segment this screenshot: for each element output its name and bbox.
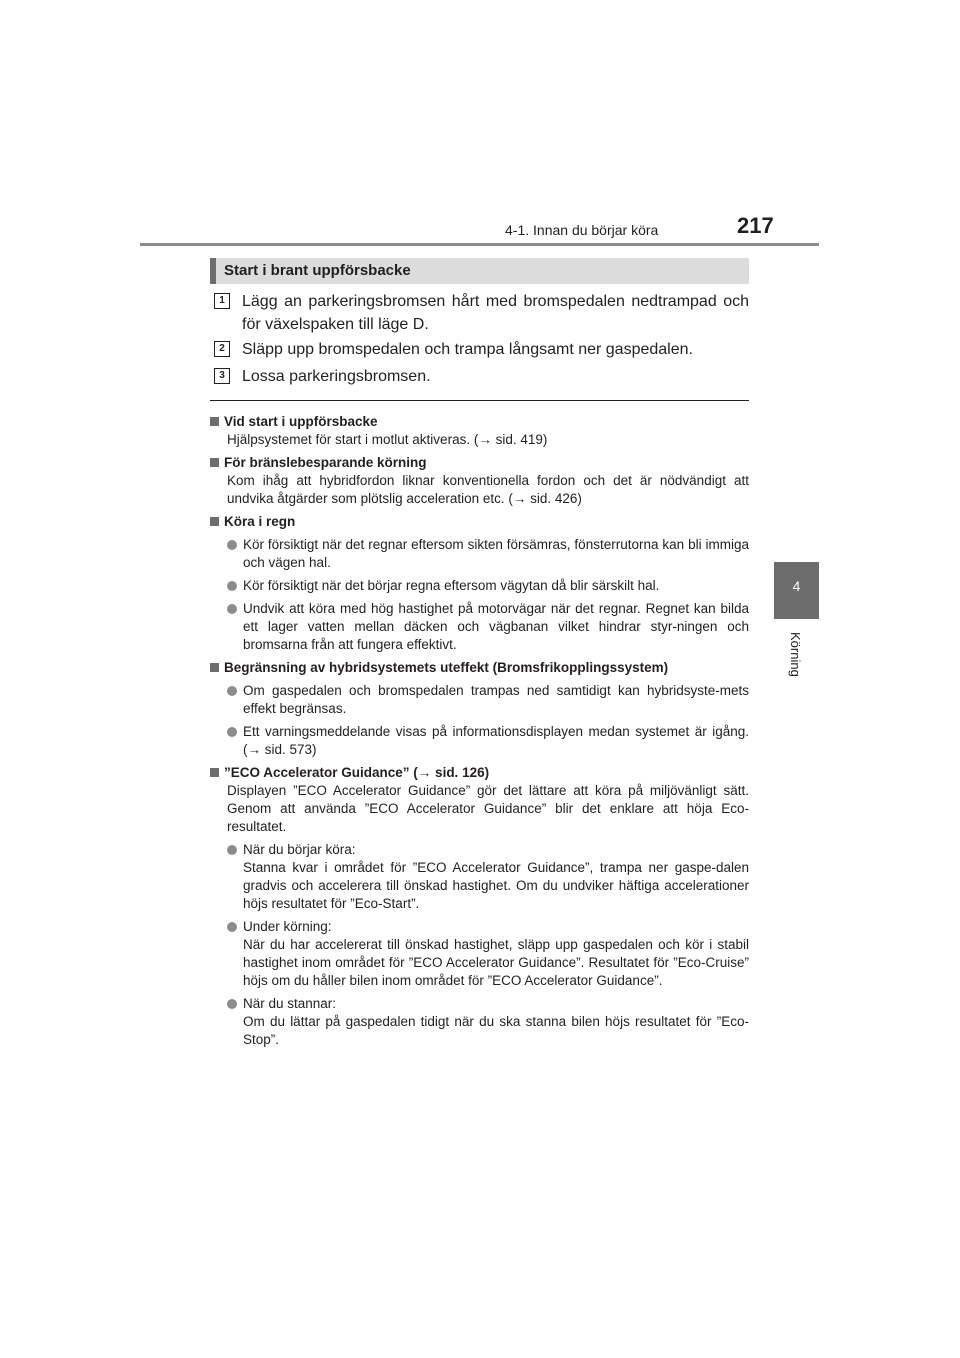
bullet-dot-icon [227,922,237,932]
bullet-item [227,682,749,718]
bullet-dot-icon [227,604,237,614]
chapter-tab-label: Körning [788,632,803,677]
note-heading [210,454,749,472]
note-text: Displayen ”ECO Accelerator Guidance” gör det lättare att köra på miljövänligt sätt. Genom att använda ”ECO Accelerator Guidance” blir det enklare att höja Eco-resultatet. [227,783,749,834]
step-number-3: 3 [214,368,230,384]
step-text-3: Lossa parkeringsbromsen. [242,368,431,385]
bullet-lead: När du stannar: [243,996,337,1011]
page-number: 217 [737,213,774,238]
bullet-dot-icon [227,999,237,1009]
step-number-2: 2 [214,341,230,357]
step-2 [214,338,749,361]
step-number-1: 1 [214,293,230,309]
bullet-text: Kör försiktigt när det regnar eftersom sikten försämras, fönsterrutorna kan bli immiga och vägen hal. [243,537,749,570]
note-heading [210,513,749,531]
note-heading-text: Köra i regn [224,514,296,529]
bullet-text: Ett varningsmeddelande visas på informationsdisplayen medan systemet är igång. (→ sid. 573) [243,724,749,757]
bullet-item [227,995,749,1049]
bullet-item [227,841,749,913]
note-heading [210,764,749,782]
bullet-dot-icon [227,540,237,550]
step-3 [214,365,749,388]
note-heading-text: Begränsning av hybridsystemets uteffekt (Bromsfrikopplingssystem) [224,660,669,675]
bullet-text: Stanna kvar i området för ”ECO Accelerator Guidance”, trampa ner gaspe-dalen gradvis och accelerera till önskad hastighet. Om du undviker häftiga accelerationer höjs resultatet för ”Eco-Start”. [243,860,749,911]
note-heading [210,413,749,431]
bullet-item [227,600,749,654]
bullet-lead: Under körning: [243,919,332,934]
bullet-text: Om du lättar på gaspedalen tidigt när du ska stanna bilen höjs resultatet för ”Eco-Stop”. [243,1014,749,1047]
bullet-dot-icon [227,581,237,591]
section-heading-bar [210,258,749,284]
square-bullet-icon [210,663,219,672]
note-heading-text: ”ECO Accelerator Guidance” (→ sid. 126) [224,765,490,780]
note-text: Kom ihåg att hybridfordon liknar konventionella fordon och det är nödvändigt att undvika åtgärder som plötslig acceleration etc. (→ sid. 426) [227,473,749,506]
bullet-item [227,723,749,759]
bullet-dot-icon [227,686,237,696]
divider [210,400,749,401]
bullet-item [227,536,749,572]
bullet-text: Kör försiktigt när det börjar regna eftersom vägytan då blir särskilt hal. [243,578,660,593]
square-bullet-icon [210,417,219,426]
square-bullet-icon [210,458,219,467]
step-text-1: Lägg an parkeringsbromsen hårt med bromspedalen nedtrampad och för växelspaken till läge D. [242,293,749,333]
bullet-lead: När du börjar köra: [243,842,356,857]
note-heading-text: Vid start i uppförsbacke [224,414,378,429]
step-1 [214,290,749,336]
note-heading [210,659,749,677]
section-title: 4-1. Innan du börjar köra [505,222,659,238]
header-rule [140,243,819,246]
bullet-text: Undvik att köra med hög hastighet på motorvägar när det regnar. Regnet kan bilda ett lager vatten mellan däcken och vägbanan vilket hindrar styr-ningen och bromsarna från att fungera effektivt. [243,601,749,652]
bullet-dot-icon [227,727,237,737]
note-heading-text: För bränslebesparande körning [224,455,427,470]
heading-accent [210,258,216,284]
bullet-text: När du har accelererat till önskad hastighet, släpp upp gaspedalen och kör i stabil hastighet inom området för ”ECO Accelerator Guidance”. Resultatet för ”Eco-Cruise” höjs om du håller bilen inom området för ”ECO Accelerator Guidance”. [243,937,749,988]
section-heading: Start i brant uppförsbacke [224,262,411,279]
bullet-item [227,918,749,990]
note-text: Hjälpsystemet för start i motlut aktiveras. (→ sid. 419) [227,432,548,447]
step-text-2: Släpp upp bromspedalen och trampa långsamt ner gaspedalen. [242,341,693,358]
bullet-dot-icon [227,845,237,855]
bullet-item [227,577,749,595]
notes-section [210,408,749,1049]
chapter-tab-number: 4 [792,578,801,594]
square-bullet-icon [210,768,219,777]
square-bullet-icon [210,517,219,526]
bullet-text: Om gaspedalen och bromspedalen trampas ned samtidigt kan hybridsyste-mets effekt begränsas. [243,683,749,716]
chapter-tab [774,562,819,619]
